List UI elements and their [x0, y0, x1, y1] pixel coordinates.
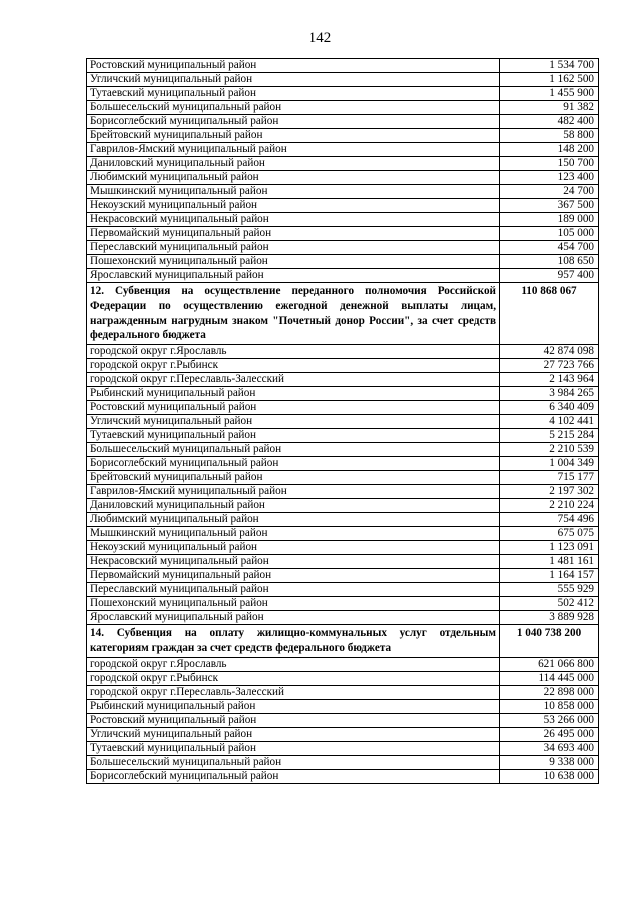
amount: 58 800 [500, 129, 599, 143]
amount: 555 929 [500, 583, 599, 597]
table-row [87, 485, 599, 499]
municipality-name: Даниловский муниципальный район [87, 157, 500, 171]
amount: 957 400 [500, 269, 599, 283]
amount: 5 215 284 [500, 429, 599, 443]
amount: 675 075 [500, 527, 599, 541]
amount: 3 984 265 [500, 387, 599, 401]
section-row [87, 283, 599, 345]
table-row [87, 199, 599, 213]
amount: 10 858 000 [500, 699, 599, 713]
municipality-name: Рыбинский муниципальный район [87, 699, 500, 713]
table-row [87, 555, 599, 569]
table-row [87, 241, 599, 255]
table-row [87, 597, 599, 611]
table-row [87, 755, 599, 769]
table-row [87, 499, 599, 513]
municipality-name: Ярославский муниципальный район [87, 611, 500, 625]
municipality-name: Тутаевский муниципальный район [87, 87, 500, 101]
table-row [87, 657, 599, 671]
table-row [87, 513, 599, 527]
table-row [87, 213, 599, 227]
amount: 123 400 [500, 171, 599, 185]
table-row [87, 429, 599, 443]
amount: 715 177 [500, 471, 599, 485]
section-row [87, 625, 599, 658]
table-row [87, 457, 599, 471]
amount: 34 693 400 [500, 741, 599, 755]
amount: 482 400 [500, 115, 599, 129]
table-row [87, 569, 599, 583]
amount: 10 638 000 [500, 769, 599, 783]
table-row [87, 101, 599, 115]
table-row [87, 373, 599, 387]
amount: 2 197 302 [500, 485, 599, 499]
table-row [87, 583, 599, 597]
amount: 1 481 161 [500, 555, 599, 569]
amount: 53 266 000 [500, 713, 599, 727]
amount: 2 210 539 [500, 443, 599, 457]
table-row [87, 527, 599, 541]
municipality-name: Ростовский муниципальный район [87, 59, 500, 73]
amount: 9 338 000 [500, 755, 599, 769]
municipality-name: Большесельский муниципальный район [87, 101, 500, 115]
amount: 367 500 [500, 199, 599, 213]
municipality-name: Пошехонский муниципальный район [87, 597, 500, 611]
table-row [87, 415, 599, 429]
table-row [87, 401, 599, 415]
table-row [87, 471, 599, 485]
table-row [87, 185, 599, 199]
section-title-text: 12. Субвенция на осуществление переданного полномочия Российской Федерации по осуществлению ежегодной денежной выплаты лицам, награжденным нагрудным знаком "Почетный донор России", за счет средств федерального бюджета [90, 285, 496, 342]
municipality-name: Брейтовский муниципальный район [87, 471, 500, 485]
table-row [87, 115, 599, 129]
budget-table [86, 58, 599, 784]
municipality-name: Даниловский муниципальный район [87, 499, 500, 513]
section-title [87, 283, 500, 345]
municipality-name: Первомайский муниципальный район [87, 227, 500, 241]
municipality-name: Некоузский муниципальный район [87, 541, 500, 555]
section-total: 1 040 738 200 [500, 625, 599, 658]
municipality-name: Ростовский муниципальный район [87, 401, 500, 415]
section-title-text: 14. Субвенция на оплату жилищно-коммунальных услуг отдельным категориям граждан за счет средств федерального бюджета [90, 627, 496, 654]
amount: 22 898 000 [500, 685, 599, 699]
municipality-name: Угличский муниципальный район [87, 727, 500, 741]
amount: 2 143 964 [500, 373, 599, 387]
municipality-name: Борисоглебский муниципальный район [87, 457, 500, 471]
amount: 105 000 [500, 227, 599, 241]
municipality-name: Гаврилов-Ямский муниципальный район [87, 485, 500, 499]
table-row [87, 713, 599, 727]
municipality-name: городской округ г.Рыбинск [87, 671, 500, 685]
municipality-name: Некрасовский муниципальный район [87, 213, 500, 227]
municipality-name: Первомайский муниципальный район [87, 569, 500, 583]
municipality-name: Мышкинский муниципальный район [87, 527, 500, 541]
section-title [87, 625, 500, 658]
table-row [87, 443, 599, 457]
municipality-name: Тутаевский муниципальный район [87, 429, 500, 443]
table-row [87, 359, 599, 373]
amount: 3 889 928 [500, 611, 599, 625]
municipality-name: Некрасовский муниципальный район [87, 555, 500, 569]
table-row [87, 685, 599, 699]
municipality-name: Борисоглебский муниципальный район [87, 769, 500, 783]
amount: 148 200 [500, 143, 599, 157]
municipality-name: Угличский муниципальный район [87, 415, 500, 429]
municipality-name: Гаврилов-Ямский муниципальный район [87, 143, 500, 157]
table-row [87, 87, 599, 101]
table-row [87, 769, 599, 783]
municipality-name: Любимский муниципальный район [87, 513, 500, 527]
municipality-name: городской округ г.Переславль-Залесский [87, 685, 500, 699]
municipality-name: Переславский муниципальный район [87, 583, 500, 597]
municipality-name: Некоузский муниципальный район [87, 199, 500, 213]
table-row [87, 269, 599, 283]
municipality-name: Ярославский муниципальный район [87, 269, 500, 283]
table-row [87, 227, 599, 241]
amount: 502 412 [500, 597, 599, 611]
table-row [87, 143, 599, 157]
amount: 27 723 766 [500, 359, 599, 373]
amount: 189 000 [500, 213, 599, 227]
page-number: 142 [308, 30, 332, 46]
amount: 26 495 000 [500, 727, 599, 741]
table-row [87, 129, 599, 143]
table-row [87, 345, 599, 359]
municipality-name: городской округ г.Ярославль [87, 345, 500, 359]
municipality-name: Рыбинский муниципальный район [87, 387, 500, 401]
section-total: 110 868 067 [500, 283, 599, 345]
municipality-name: Большесельский муниципальный район [87, 755, 500, 769]
municipality-name: городской округ г.Рыбинск [87, 359, 500, 373]
municipality-name: Большесельский муниципальный район [87, 443, 500, 457]
amount: 6 340 409 [500, 401, 599, 415]
amount: 1 004 349 [500, 457, 599, 471]
amount: 1 455 900 [500, 87, 599, 101]
municipality-name: Ростовский муниципальный район [87, 713, 500, 727]
table-row [87, 671, 599, 685]
table-row [87, 541, 599, 555]
table-row [87, 171, 599, 185]
table-row [87, 699, 599, 713]
amount: 4 102 441 [500, 415, 599, 429]
municipality-name: Тутаевский муниципальный район [87, 741, 500, 755]
table-row [87, 741, 599, 755]
municipality-name: Мышкинский муниципальный район [87, 185, 500, 199]
municipality-name: Переславский муниципальный район [87, 241, 500, 255]
municipality-name: городской округ г.Переславль-Залесский [87, 373, 500, 387]
municipality-name: Пошехонский муниципальный район [87, 255, 500, 269]
table-row [87, 727, 599, 741]
amount: 754 496 [500, 513, 599, 527]
table-row [87, 73, 599, 87]
table-row [87, 387, 599, 401]
table-row [87, 59, 599, 73]
municipality-name: Любимский муниципальный район [87, 171, 500, 185]
amount: 454 700 [500, 241, 599, 255]
amount: 1 164 157 [500, 569, 599, 583]
amount: 1 534 700 [500, 59, 599, 73]
amount: 1 123 091 [500, 541, 599, 555]
amount: 1 162 500 [500, 73, 599, 87]
amount: 114 445 000 [500, 671, 599, 685]
amount: 621 066 800 [500, 657, 599, 671]
table-row [87, 611, 599, 625]
municipality-name: Борисоглебский муниципальный район [87, 115, 500, 129]
amount: 150 700 [500, 157, 599, 171]
table-row [87, 157, 599, 171]
amount: 2 210 224 [500, 499, 599, 513]
amount: 91 382 [500, 101, 599, 115]
amount: 24 700 [500, 185, 599, 199]
amount: 42 874 098 [500, 345, 599, 359]
municipality-name: Брейтовский муниципальный район [87, 129, 500, 143]
municipality-name: городской округ г.Ярославль [87, 657, 500, 671]
amount: 108 650 [500, 255, 599, 269]
municipality-name: Угличский муниципальный район [87, 73, 500, 87]
table-row [87, 255, 599, 269]
